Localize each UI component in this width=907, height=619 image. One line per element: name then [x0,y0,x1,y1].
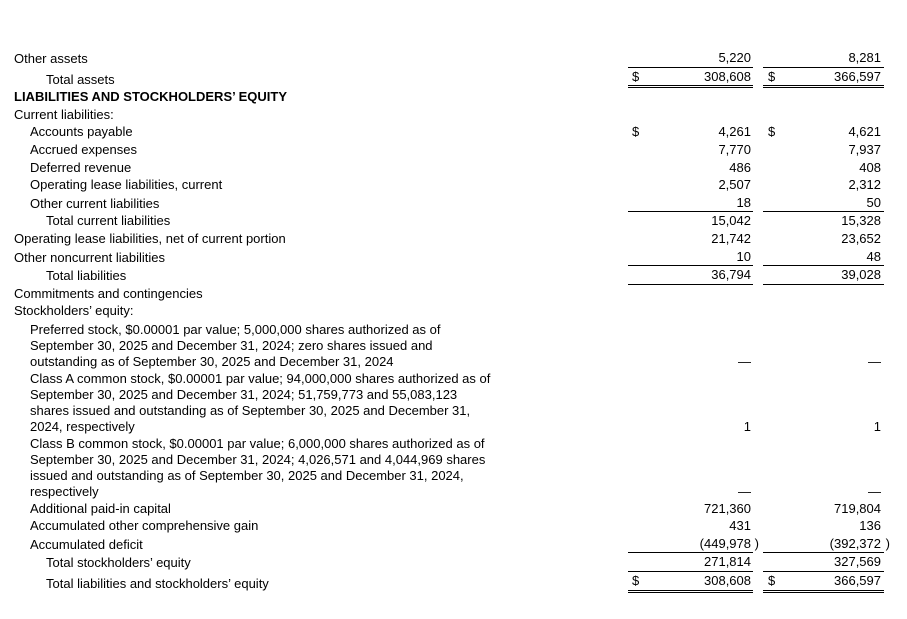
table-row [0,106,907,124]
table-row [0,535,907,554]
value-cell-period-2 [763,354,884,370]
row-label: Operating lease liabilities, current [30,177,223,193]
amount: (392,372 [829,535,881,551]
value-cell-period-1 [628,248,753,267]
row-label: Commitments and contingencies [14,285,203,301]
amount: 10 [736,248,751,264]
amount: 721,360 [704,500,751,516]
value-cell-period-2 [763,248,884,267]
dollar-sign: $ [632,124,640,140]
amount: 36,794 [711,267,751,283]
value-cell-period-2 [763,484,884,500]
row-label: Total current liabilities [46,213,171,229]
table-row [0,500,907,518]
table-row [0,230,907,248]
table-row [0,141,907,159]
value-cell-period-2 [763,49,884,68]
row-label: Total liabilities and stockholders’ equity [46,576,269,592]
amount: — [868,353,881,369]
amount: 4,621 [848,124,881,140]
table-row [0,266,907,285]
amount: 366,597 [834,68,881,84]
row-label: Deferred revenue [30,159,132,175]
amount: 7,937 [848,141,881,157]
table-row [0,212,907,230]
value-cell-period-2 [763,159,884,177]
amount: 308,608 [704,68,751,84]
value-cell-period-1 [628,49,753,68]
table-row [0,302,907,320]
value-cell-period-2 [763,419,884,435]
value-cell-period-1 [628,500,753,518]
table-row [0,49,907,68]
amount: 308,608 [704,573,751,589]
negative-paren: ) [754,535,759,551]
table-row [0,88,907,106]
row-label: Accumulated deficit [30,536,143,552]
table-row [0,369,907,434]
value-cell-period-1 [628,535,759,554]
amount: 327,569 [834,554,881,570]
dollar-sign: $ [768,68,776,84]
row-label: Total liabilities [46,268,127,284]
row-label: Other assets [14,51,88,66]
value-cell-period-1 [628,572,753,593]
value-cell-period-2 [763,535,890,554]
row-label: Preferred stock, $0.00001 par value; 5,000,000 shares authorized as of September 30, 2025 and December 31, 2024; zero shares issued and outstanding as of September 30, 2025 and December 31, 2024 [30,321,441,369]
amount: 271,814 [704,554,751,570]
value-cell-period-2 [763,141,884,159]
value-cell-period-2 [763,266,884,285]
amount: 136 [859,518,881,534]
amount: 1 [743,418,751,434]
value-cell-period-2 [763,68,884,89]
value-cell-period-1 [628,194,753,213]
row-label: Accrued expenses [30,141,137,157]
amount: 8,281 [848,50,881,65]
value-cell-period-2 [763,212,884,230]
value-cell-period-2 [763,123,884,141]
row-label: Class B common stock, $0.00001 par value; 6,000,000 shares authorized as of September 30, 2025 and December 31, 2024; 4,026,571 and 4,044,969 shares issued and outstanding as of September 30, 2025 and December 31, 2024, respectively [30,436,486,499]
balance-sheet-rows [0,49,907,593]
table-row [0,68,907,89]
amount: 366,597 [834,573,881,589]
row-label: Accounts payable [30,124,133,140]
table-row [0,159,907,177]
value-cell-period-1 [628,68,753,89]
value-cell-period-2 [763,176,884,194]
value-cell-period-1 [628,266,753,285]
row-label: Class A common stock, $0.00001 par value; 94,000,000 shares authorized as of September 30, 2025 and December 31, 2024; 51,759,773 and 55,083,123 shares issued and outstanding as of September 30, 2025 and December 31, 2024, respectively [30,371,491,434]
amount: 15,042 [711,213,751,229]
table-row [0,553,907,572]
row-label: Operating lease liabilities, net of current portion [14,230,286,246]
value-cell-period-1 [628,123,753,141]
table-row [0,176,907,194]
value-cell-period-1 [628,484,753,500]
row-label: Stockholders’ equity: [14,303,134,319]
value-cell-period-1 [628,212,753,230]
amount: 39,028 [841,267,881,283]
row-label: Other noncurrent liabilities [14,249,166,265]
amount: (449,978 [699,535,751,551]
table-row [0,248,907,267]
amount: 18 [736,194,751,210]
table-row [0,517,907,535]
value-cell-period-2 [763,500,884,518]
amount: 50 [866,194,881,210]
value-cell-period-2 [763,230,884,248]
value-cell-period-2 [763,553,884,572]
amount: 486 [729,159,751,175]
table-row [0,320,907,369]
value-cell-period-1 [628,354,753,370]
value-cell-period-2 [763,517,884,535]
amount: 48 [866,248,881,264]
value-cell-period-1 [628,517,753,535]
row-label: Total stockholders’ equity [46,555,191,571]
dollar-sign: $ [768,573,776,589]
value-cell-period-1 [628,141,753,159]
amount: 2,507 [718,177,751,193]
row-label: Current liabilities: [14,106,114,122]
amount: — [738,353,751,369]
value-cell-period-1 [628,176,753,194]
value-cell-period-1 [628,419,753,435]
amount: — [868,483,881,499]
table-row [0,434,907,499]
amount: 7,770 [718,141,751,157]
table-row [0,572,907,593]
amount: 5,220 [718,50,751,65]
value-cell-period-1 [628,553,753,572]
value-cell-period-1 [628,230,753,248]
dollar-sign: $ [768,124,776,140]
amount: — [738,483,751,499]
amount: 431 [729,518,751,534]
row-label: Other current liabilities [30,195,160,211]
row-label: LIABILITIES AND STOCKHOLDERS’ EQUITY [14,89,288,105]
table-row [0,285,907,303]
row-label: Additional paid-in capital [30,500,171,516]
row-label: Total assets [46,71,115,87]
value-cell-period-1 [628,159,753,177]
amount: 2,312 [848,177,881,193]
amount: 4,261 [718,124,751,140]
amount: 23,652 [841,230,881,246]
row-label: Accumulated other comprehensive gain [30,518,259,534]
value-cell-period-2 [763,194,884,213]
amount: 1 [873,418,881,434]
table-row [0,123,907,141]
negative-paren: ) [885,535,890,551]
dollar-sign: $ [632,68,640,84]
amount: 719,804 [834,500,881,516]
amount: 21,742 [711,230,751,246]
amount: 408 [859,159,881,175]
table-row [0,194,907,213]
dollar-sign: $ [632,573,640,589]
amount: 15,328 [841,213,881,229]
value-cell-period-2 [763,572,884,593]
